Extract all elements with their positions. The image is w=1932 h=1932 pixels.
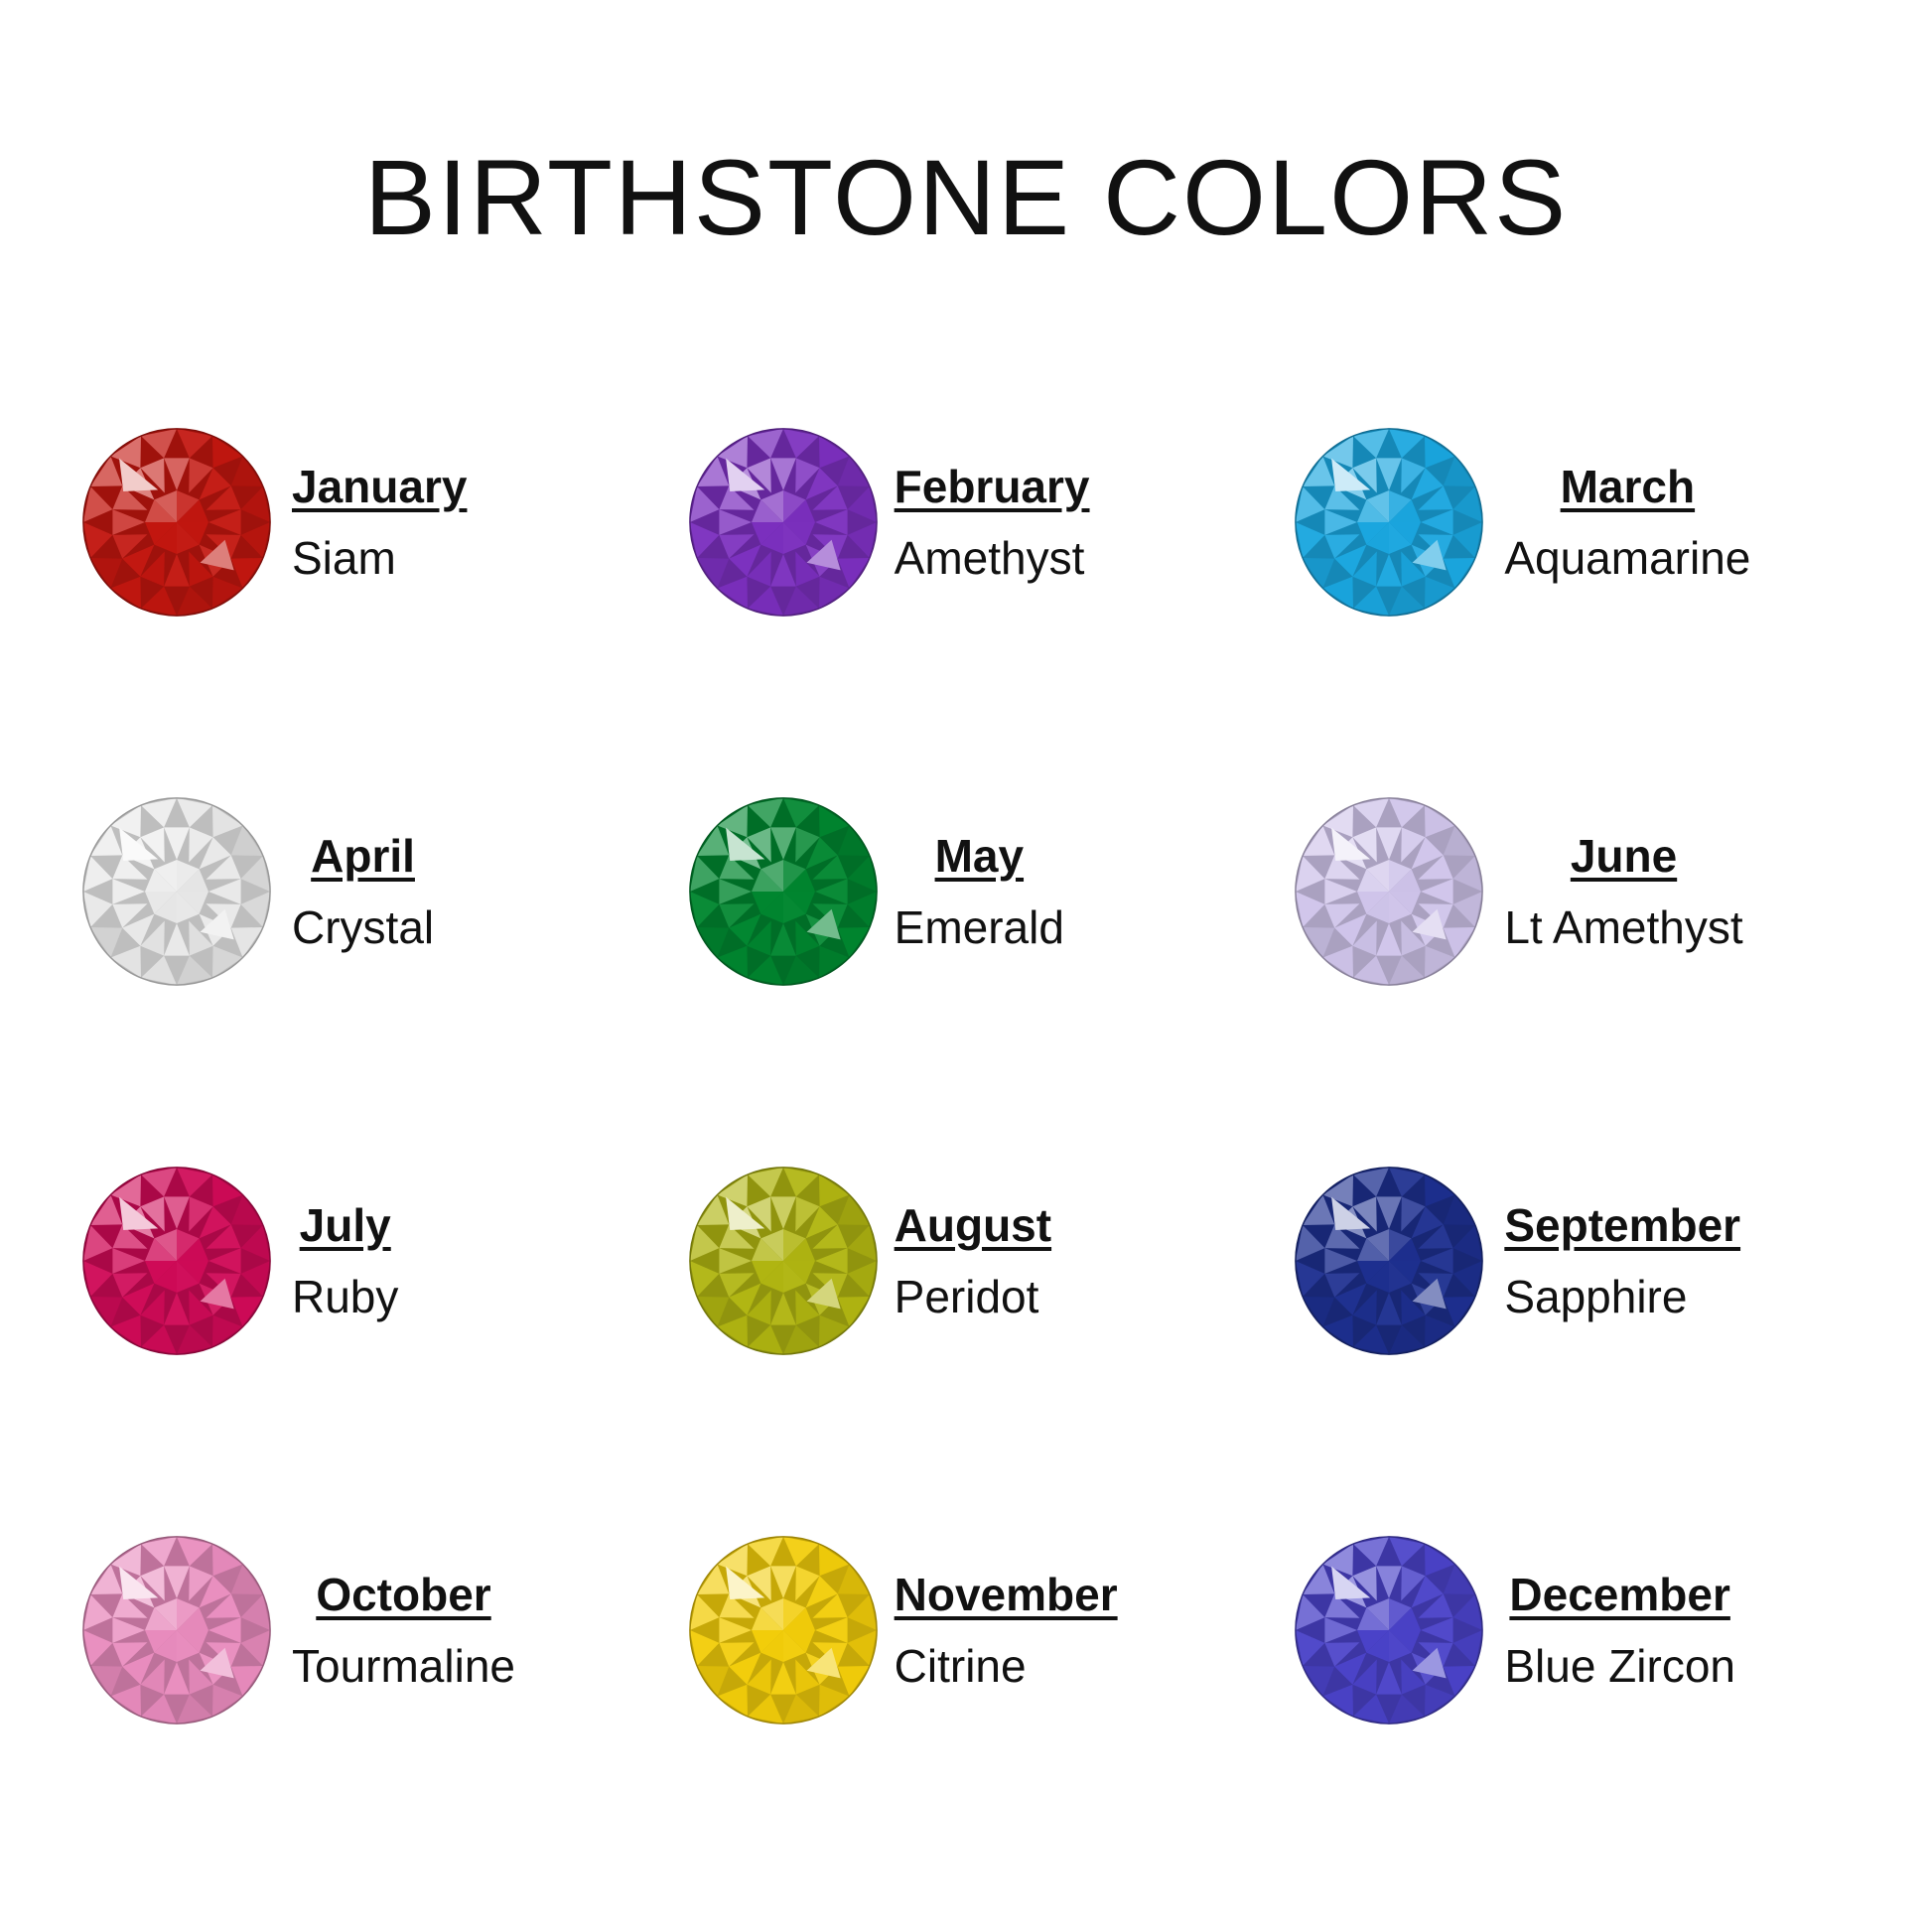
month-label: February: [894, 461, 1090, 512]
page-title: BIRTHSTONE COLORS: [363, 137, 1569, 257]
gem-image: [686, 1164, 881, 1358]
birthstone-labels: [292, 1568, 515, 1693]
stone-name-label: Sapphire: [1504, 1271, 1688, 1322]
round-brilliant-gem-icon: [686, 794, 881, 989]
month-label: January: [292, 461, 468, 512]
birthstone-labels: [895, 1568, 1118, 1693]
birthstone-labels: [1504, 460, 1750, 585]
month-label: March: [1560, 461, 1696, 512]
birthstone-item: [60, 1076, 660, 1446]
birthstone-item: [1272, 1446, 1872, 1815]
gem-image: [79, 1533, 274, 1727]
gem-image: [79, 794, 274, 989]
stone-name-label: Ruby: [292, 1271, 399, 1322]
round-brilliant-gem-icon: [686, 1533, 881, 1727]
birthstone-labels: [292, 460, 467, 585]
birthstone-labels: [292, 1198, 398, 1323]
stone-name-label: Amethyst: [894, 532, 1085, 584]
birthstone-item: [666, 707, 1267, 1076]
month-label: October: [316, 1569, 491, 1620]
stone-name-label: Blue Zircon: [1504, 1640, 1735, 1692]
round-brilliant-gem-icon: [79, 1164, 274, 1358]
month-label: November: [894, 1569, 1118, 1620]
stone-name-label: Lt Amethyst: [1504, 901, 1743, 953]
round-brilliant-gem-icon: [79, 1533, 274, 1727]
gem-image: [1292, 1164, 1486, 1358]
birthstone-item: [60, 338, 660, 707]
gem-image: [1292, 794, 1486, 989]
gem-image: [1292, 425, 1486, 620]
gem-image: [79, 1164, 274, 1358]
gem-image: [686, 1533, 881, 1727]
birthstone-labels: [895, 460, 1090, 585]
round-brilliant-gem-icon: [686, 1164, 881, 1358]
birthstone-item: [1272, 1076, 1872, 1446]
stone-name-label: Tourmaline: [292, 1640, 515, 1692]
birthstone-item: [1272, 338, 1872, 707]
month-label: April: [311, 830, 415, 882]
month-label: September: [1504, 1199, 1741, 1251]
month-label: June: [1570, 830, 1678, 882]
birthstone-labels: [895, 829, 1064, 954]
stone-name-label: Aquamarine: [1504, 532, 1751, 584]
gem-image: [686, 794, 881, 989]
month-label: July: [299, 1199, 391, 1251]
birthstone-item: [1272, 707, 1872, 1076]
birthstone-item: [60, 707, 660, 1076]
birthstone-item: [60, 1446, 660, 1815]
gem-image: [79, 425, 274, 620]
birthstone-labels: [292, 829, 434, 954]
gem-image: [686, 425, 881, 620]
month-label: August: [894, 1199, 1052, 1251]
stone-name-label: Peridot: [894, 1271, 1039, 1322]
birthstone-grid: [60, 338, 1872, 1815]
stone-name-label: Siam: [292, 532, 396, 584]
stone-name-label: Citrine: [894, 1640, 1027, 1692]
round-brilliant-gem-icon: [1292, 1164, 1486, 1358]
birthstone-labels: [895, 1198, 1051, 1323]
round-brilliant-gem-icon: [1292, 794, 1486, 989]
month-label: May: [934, 830, 1025, 882]
birthstone-item: [666, 1076, 1267, 1446]
round-brilliant-gem-icon: [686, 425, 881, 620]
birthstone-item: [666, 1446, 1267, 1815]
birthstone-labels: [1504, 1198, 1740, 1323]
birthstone-labels: [1504, 829, 1742, 954]
stone-name-label: Emerald: [894, 901, 1064, 953]
month-label: December: [1509, 1569, 1730, 1620]
round-brilliant-gem-icon: [79, 794, 274, 989]
birthstone-item: [666, 338, 1267, 707]
birthstone-labels: [1504, 1568, 1735, 1693]
gem-image: [1292, 1533, 1486, 1727]
round-brilliant-gem-icon: [1292, 1533, 1486, 1727]
round-brilliant-gem-icon: [79, 425, 274, 620]
round-brilliant-gem-icon: [1292, 425, 1486, 620]
stone-name-label: Crystal: [292, 901, 435, 953]
